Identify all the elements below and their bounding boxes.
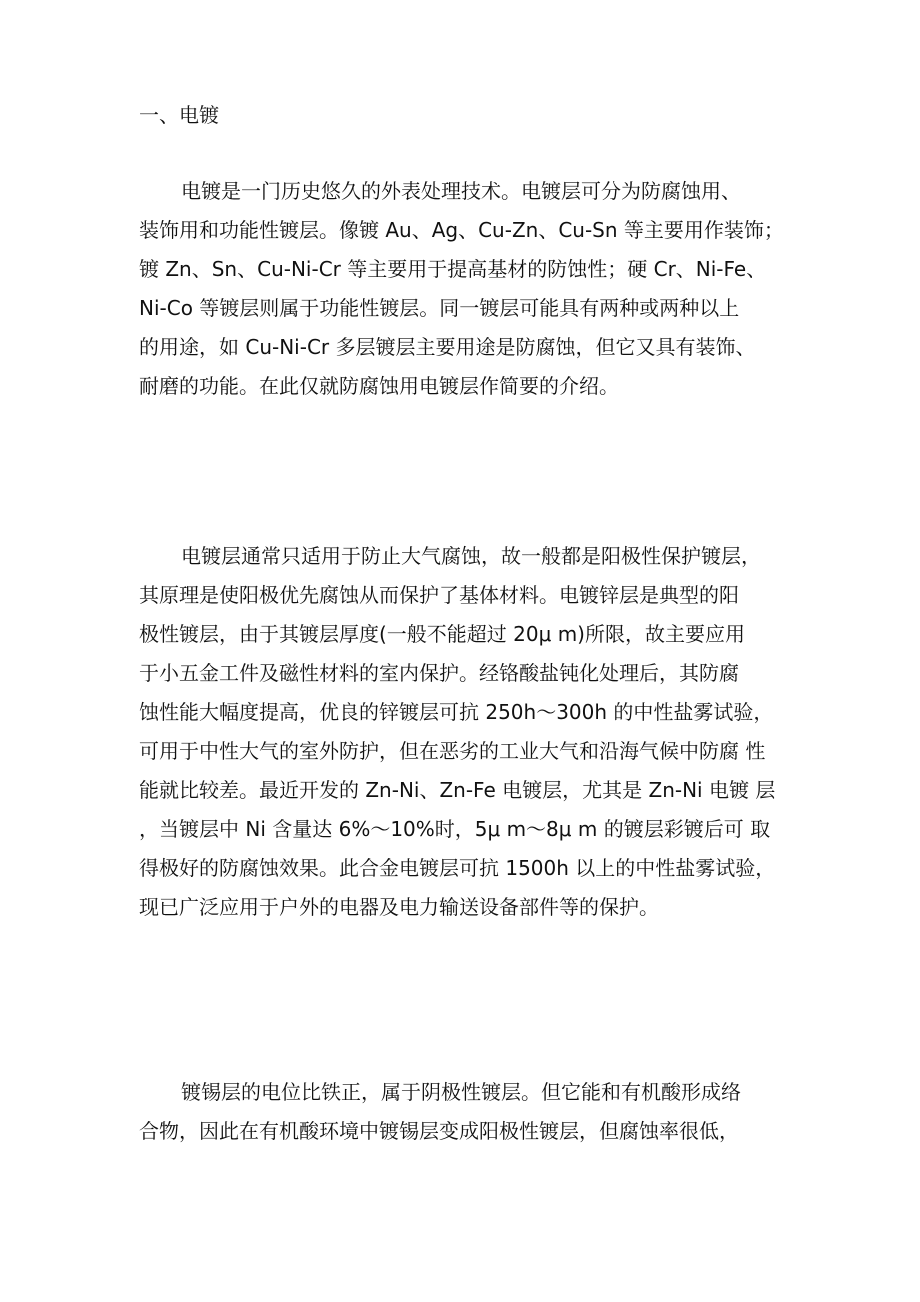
paragraph-line: 现已广泛应用于户外的电器及电力输送设备部件等的保护。 — [139, 895, 659, 919]
paragraph-line: 电镀是一门历史悠久的外表处理技术。电镀层可分为防腐蚀用、 — [181, 179, 741, 203]
paragraph-3 — [139, 1073, 819, 1151]
paragraph-line: 镀锡层的电位比铁正，属于阴极性镀层。但它能和有机酸形成络 — [181, 1080, 741, 1104]
paragraph-line: Ni-Co 等镀层则属于功能性镀层。同一镀层可能具有两种或两种以上 — [139, 296, 740, 320]
paragraph-line: 于小五金工件及磁性材料的室内保护。经铬酸盐钝化处理后，其防腐 — [139, 661, 739, 685]
paragraph-line: 镀 Zn、Sn、Cu-Ni-Cr 等主要用于提高基材的防蚀性；硬 Cr、Ni-Fe、 — [139, 257, 767, 281]
paragraph-line: 蚀性能大幅度提高，优良的锌镀层可抗 250h～300h 的中性盐雾试验， — [139, 700, 774, 724]
paragraph-line: 其原理是使阳极优先腐蚀从而保护了基体材料。电镀锌层是典型的阳 — [139, 583, 739, 607]
paragraph-line: 得极好的防腐蚀效果。此合金电镀层可抗 1500h 以上的中性盐雾试验， — [139, 856, 776, 880]
paragraph-line: 能就比较差。最近开发的 Zn-Ni、Zn-Fe 电镀层，尤其是 Zn-Ni 电镀 层 — [139, 778, 776, 802]
paragraph-2 — [139, 537, 819, 927]
paragraph-line: 电镀层通常只适用于防止大气腐蚀，故一般都是阳极性保护镀层， — [181, 544, 761, 568]
paragraph-line: 耐磨的功能。在此仅就防腐蚀用电镀层作简要的介绍。 — [139, 374, 619, 398]
paragraph-line: 可用于中性大气的室外防护，但在恶劣的工业大气和沿海气候中防腐 性 — [139, 739, 766, 763]
paragraph-line: 合物，因此在有机酸环境中镀锡层变成阳极性镀层，但腐蚀率很低， — [139, 1119, 739, 1143]
paragraph-line: ，当镀层中 Ni 含量达 6%～10%时，5μ m～8μ m 的镀层彩镀后可 取 — [139, 817, 771, 841]
paragraph-line: 的用途，如 Cu-Ni-Cr 多层镀层主要用途是防腐蚀，但它又具有装饰、 — [139, 335, 756, 359]
section-heading: 一、电镀 — [139, 103, 219, 127]
paragraph-line: 装饰用和功能性镀层。像镀 Au、Ag、Cu-Zn、Cu-Sn 等主要用作装饰； — [139, 218, 784, 242]
paragraph-line: 极性镀层，由于其镀层厚度(一般不能超过 20μ m)所限，故主要应用 — [139, 622, 745, 646]
paragraph-1 — [139, 172, 819, 406]
